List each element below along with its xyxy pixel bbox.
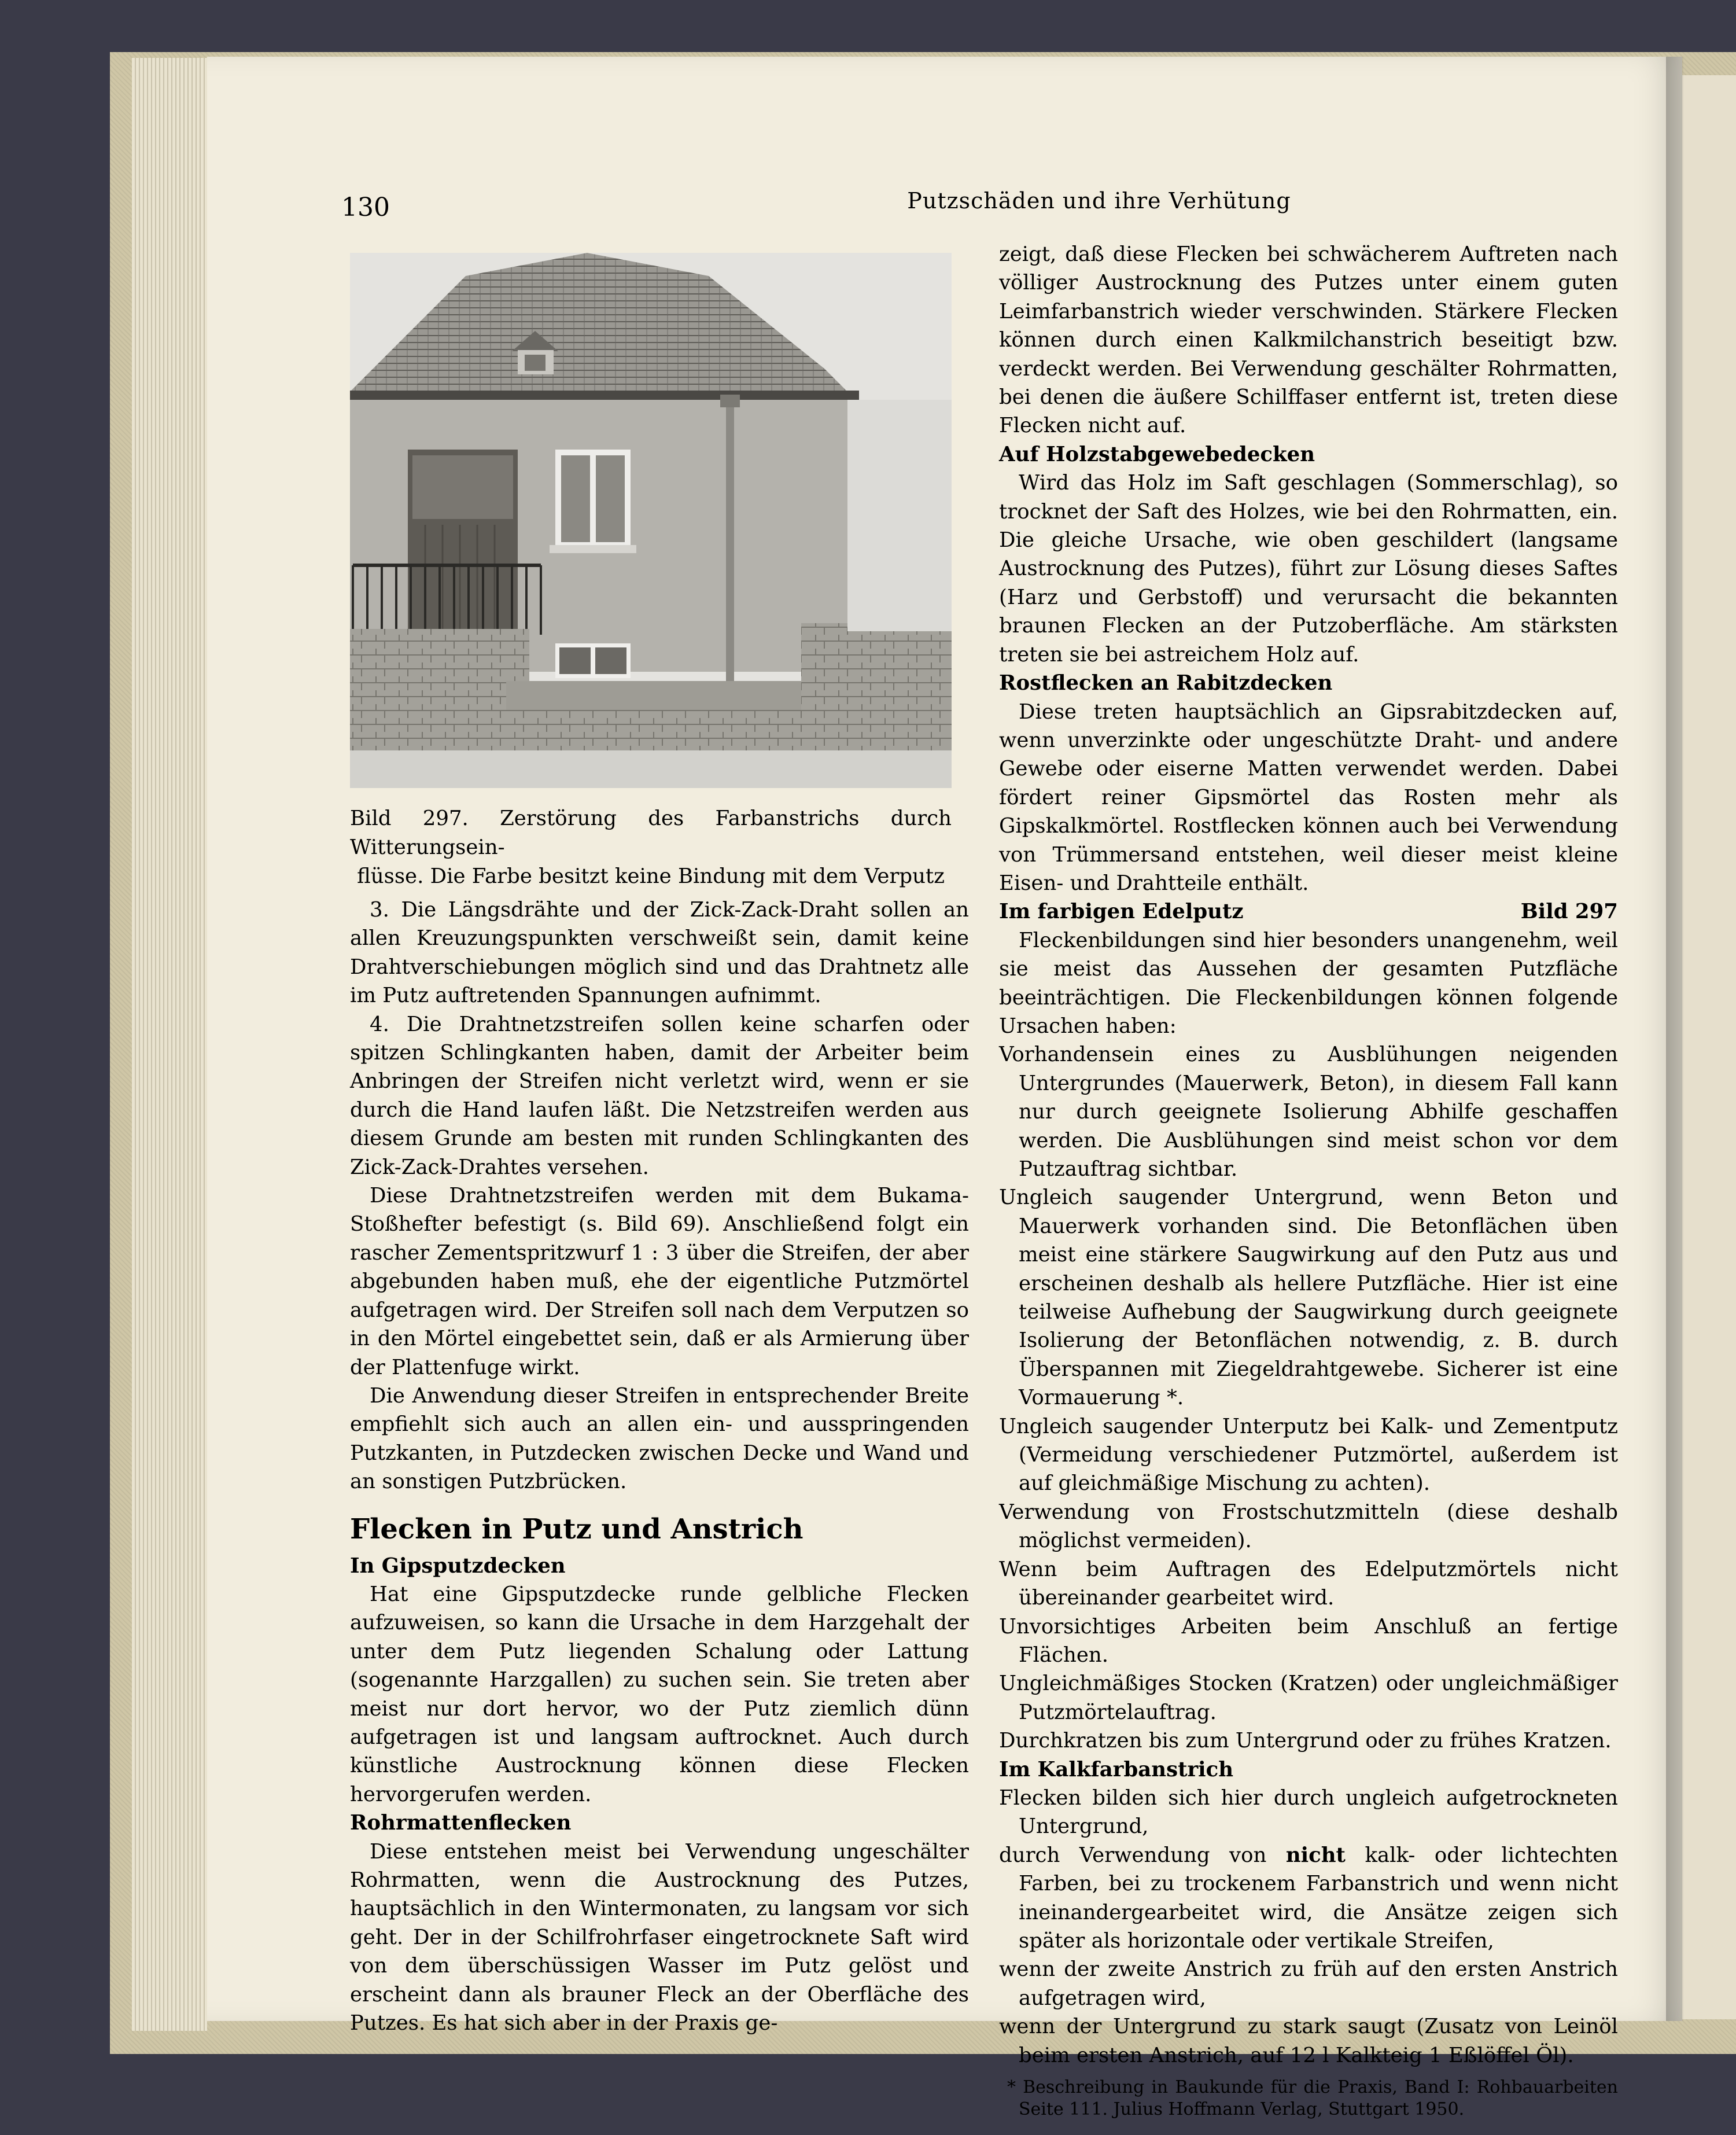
subheading-kalkfarbanstrich: Im Kalkfarbanstrich (999, 1757, 1234, 1781)
subheading-edelputz: Im farbigen Edelputz (999, 900, 1244, 924)
house-photo-illustration (350, 253, 952, 788)
caption-line-1: Bild 297. Zerstörung des Farbanstrichs durch Witterungsein- (350, 807, 952, 859)
subheading-gipsputzdecken: In Gipsputzdecken (350, 1554, 566, 1578)
paragraph: 4. Die Drahtnetzstreifen sollen keine scharfen oder spitzen Schlingkanten haben, damit der Arbeiter beim Anbringen der Streifen nicht verletzt wird, wenn er sie durch die Hand laufen läßt. Die Netzstreifen werden aus diesem Grunde am besten mit runden Schlingkanten des Zick-Zack-Drahtes versehen. (350, 1012, 969, 1179)
paragraph: zeigt, daß diese Flecken bei schwächerem Auftreten nach völliger Austrocknung des Putzes unter einem guten Leimfarbanstrich wieder verschwinden. Stärkere Flecken können durch einen Kalkmilchanstrich beseitigt bzw. verdeckt werden. Bei Verwendung geschälter Rohrmatten, bei denen die äußere Schilffaser entfernt ist, treten diese Flecken nicht auf. (999, 242, 1618, 438)
subheading-edelputz-row (999, 897, 1618, 926)
list-item: wenn der Untergrund zu stark saugt (Zusatz von Leinöl beim ersten Anstrich, auf 12 l Kalkteig 1 Eßlöffel Öl). (999, 2015, 1618, 2067)
figure-caption (350, 804, 952, 891)
right-column (999, 240, 1618, 2121)
list-item: Flecken bilden sich hier durch ungleich aufgetrockneten Untergrund, (999, 1786, 1618, 1839)
paragraph: Diese treten hauptsächlich an Gipsrabitzdecken auf, wenn unverzinkte oder ungeschützte Draht- und andere Gewebe oder eiserne Matten verwendet werden. Dabei fördert reiner Gipsmörtel das Rosten mehr als Gipskalkmörtel. Rostflecken können auch bei Verwendung von Trümmersand entstehen, weil dieser meist kleine Eisen- und Drahtteile enthält. (999, 700, 1618, 895)
footnote: * Beschreibung in Baukunde für die Praxis, Band I: Rohbauarbeiten Seite 111. Julius Hoffmann Verlag, Stuttgart 1950. (1007, 2077, 1618, 2119)
subheading-holzstabgewebedecken: Auf Holzstabgewebedecken (999, 442, 1315, 466)
page-gutter (1666, 57, 1683, 2021)
paragraph: Diese entstehen meist bei Verwendung ungeschälter Rohrmatten, wenn die Austrocknung des Putzes, hauptsächlich in den Wintermonaten, zu langsam vor sich geht. Der in der Schilfrohrfaser eingetrocknete Saft wird von dem überschüssigen Wasser im Putz gelöst und erscheint dann als brauner Fleck an der Oberfläche des Putzes. Es hat sich aber in der Praxis ge- (350, 1839, 969, 2035)
list-item: Ungleich saugender Unterputz bei Kalk- und Zementputz (Vermeidung verschiedener Putzmörtel, außerdem ist auf gleichmäßige Mischung zu achten). (999, 1414, 1618, 1496)
emphasis-nicht: nicht (1285, 1843, 1346, 1867)
figure-reference: Bild 297 (1520, 900, 1618, 924)
left-column (350, 896, 969, 2037)
figure-photo-house (350, 253, 952, 788)
paragraph: Diese Drahtnetzstreifen werden mit dem Bukama-Stoßhefter befestigt (s. Bild 69). Anschließend folgt ein rascher Zementspritzwurf 1 : 3 über die Streifen, der aber abgebunden haben muß, ehe der eigentliche Putzmörtel aufgetragen wird. Der Streifen soll nach dem Verputzen so in den Mörtel eingebettet sein, daß er als Armierung über der Plattenfuge wirkt. (350, 1184, 969, 1379)
text-span: durch Verwendung von (999, 1843, 1267, 1867)
paragraph: Hat eine Gipsputzdecke runde gelbliche Flecken aufzuweisen, so kann die Ursache in dem Harzgehalt der unter dem Putz liegenden Schalung oder Lattung (sogenannte Harzgallen) zu suchen sein. Sie treten aber meist nur dort hervor, wo der Putz ziemlich dünn aufgetragen ist und langsam auftrocknet. Auch durch künstliche Austrocknung können diese Flecken hervorgerufen werden. (350, 1582, 969, 1806)
page-number: 130 (341, 193, 390, 222)
list-item: wenn der zweite Anstrich zu früh auf den ersten Anstrich aufgetragen wird, (999, 1957, 1618, 2010)
paragraph: Fleckenbildungen sind hier besonders unangenehm, weil sie meist das Aussehen der gesamten Putzfläche beeinträchtigen. Die Fleckenbildungen können folgende Ursachen haben: (999, 928, 1618, 1038)
subheading-rohrmattenflecken: Rohrmattenflecken (350, 1811, 572, 1835)
subheading-rostflecken: Rostflecken an Rabitzdecken (999, 671, 1333, 695)
caption-line-2: flüsse. Die Farbe besitzt keine Bindung mit dem Verputz (357, 864, 945, 888)
text-span: kalk- oder lichtechten Farben, bei zu trockenem Farbanstrich und wenn nicht ineinandergearbeitet wird, die Ansätze zeigen sich später als horizontale oder vertikale Streifen, (1019, 1843, 1618, 1953)
facing-page-edge (1682, 75, 1736, 2019)
section-heading: Flecken in Putz und Anstrich (350, 1512, 804, 1545)
list-item: Vorhandensein eines zu Ausblühungen neigenden Untergrundes (Mauerwerk, Beton), in diesem Fall kann nur durch geeignete Isolierung Abhilfe geschaffen werden. Die Ausblühungen sind meist schon vor dem Putzauftrag sichtbar. (999, 1043, 1618, 1181)
paragraph: Wird das Holz im Saft geschlagen (Sommerschlag), so trocknet der Saft des Holzes, wie bei den Rohrmatten, ein. Die gleiche Ursache, wie oben geschildert (langsame Austrocknung des Putzes), führt zur Lösung dieses Saftes (Harz und Gerbstoff) und verursacht die bekannten braunen Flecken an der Putzoberfläche. Am stärksten treten sie bei astreichem Holz auf. (999, 471, 1618, 667)
paragraph: Die Anwendung dieser Streifen in entsprechender Breite empfiehlt sich auch an allen ein- und ausspringenden Putzkanten, in Putzdecken zwischen Decke und Wand und an sonstigen Putzbrücken. (350, 1383, 969, 1494)
list-item: Ungleich saugender Untergrund, wenn Beton und Mauerwerk vorhanden sind. Die Betonflächen üben meist eine stärkere Saugwirkung auf den Putz aus und erscheinen deshalb als hellere Putzfläche. Hier ist eine teilweise Aufhebung der Saugwirkung durch geeignete Isolierung der Betonflächen notwendig, z. B. durch Überspannen mit Ziegeldrahtgewebe. Sicherer ist eine Vormauerung *. (999, 1186, 1618, 1410)
running-head: Putzschäden und ihre Verhütung (907, 188, 1291, 214)
page-edges (132, 58, 207, 2031)
list-item-nicht (999, 1841, 1618, 1956)
list-item: Unvorsichtiges Arbeiten beim Anschluß an fertige Flächen. (999, 1614, 1618, 1667)
list-item: Ungleichmäßiges Stocken (Kratzen) oder ungleichmäßiger Putzmörtelauftrag. (999, 1672, 1618, 1724)
list-item: Durchkratzen bis zum Untergrund oder zu frühes Kratzen. (999, 1729, 1612, 1753)
list-item: Verwendung von Frostschutzmitteln (diese deshalb möglichst vermeiden). (999, 1500, 1618, 1553)
list-item: Wenn beim Auftragen des Edelputzmörtels nicht übereinander gearbeitet wird. (999, 1557, 1618, 1610)
paragraph: 3. Die Längsdrähte und der Zick-Zack-Draht sollen an allen Kreuzungspunkten verschweißt sein, damit keine Drahtverschiebungen möglich sind und das Drahtnetz alle im Putz auftretenden Spannungen aufnimmt. (350, 898, 969, 1008)
